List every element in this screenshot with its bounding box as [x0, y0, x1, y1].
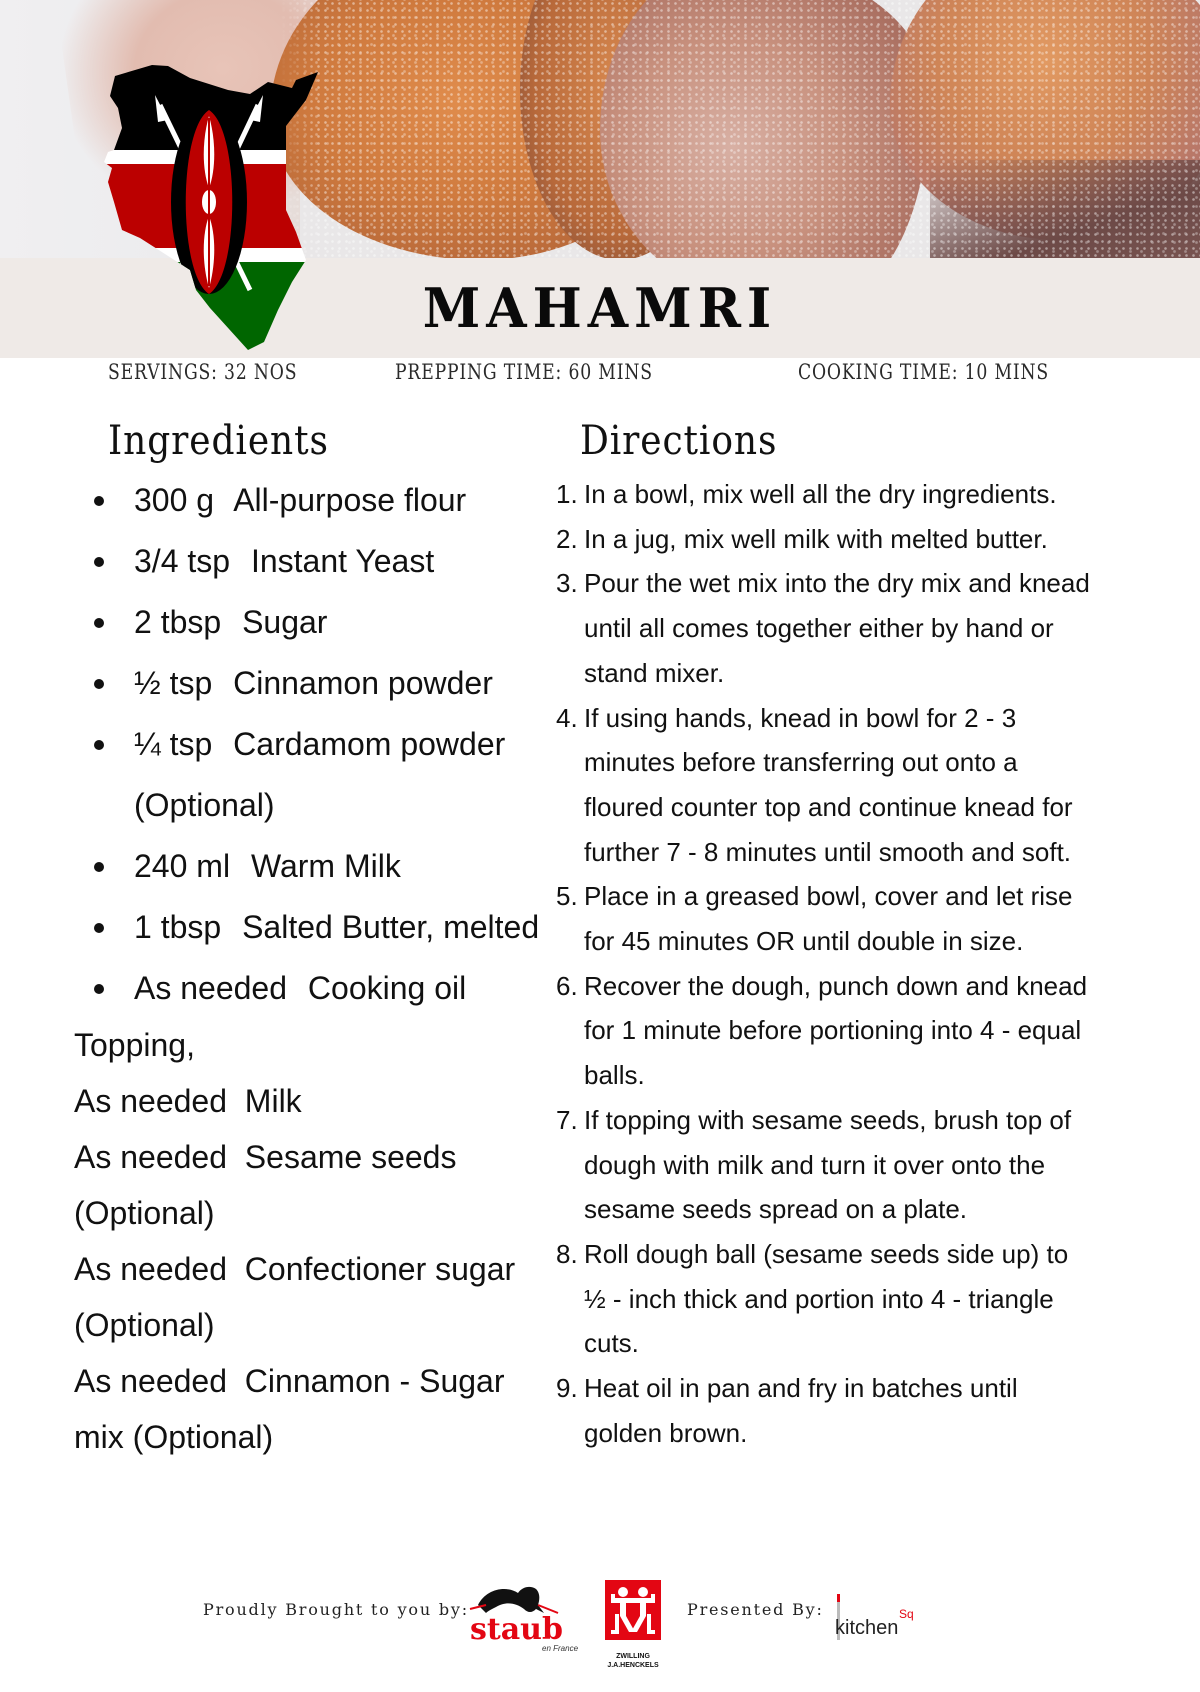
ingredients-list: [74, 470, 544, 1019]
bullet-icon: [94, 740, 104, 750]
ingredients-heading: Ingredients: [108, 418, 329, 464]
direction-step: 2. In a jug, mix well milk with melted butter.: [556, 523, 1048, 554]
bullet-icon: [94, 923, 104, 933]
directions-heading: Directions: [580, 418, 778, 464]
bullet-icon: [94, 618, 104, 628]
topping-item: As needed Cinnamon - Sugar mix (Optional): [74, 1363, 505, 1455]
direction-step: 9. Heat oil in pan and fry in batches until golden brown.: [556, 1373, 1018, 1448]
svg-text:Sq: Sq: [899, 1607, 914, 1621]
brought-by-label: Proudly Brought to you by:: [203, 1600, 469, 1619]
cook-time: COOKING TIME: 10 MINS: [798, 360, 1050, 384]
ingredients-section: [74, 470, 544, 1465]
kenya-flag-map-icon: [100, 60, 360, 360]
ingredient-item: 2 tbsp Sugar: [74, 592, 544, 653]
page-title: MAHAMRI: [422, 276, 778, 341]
bullet-icon: [94, 862, 104, 872]
kitchen-sq-logo-icon: [835, 1590, 925, 1646]
directions-list: [556, 472, 1096, 1455]
direction-step: 6. Recover the dough, punch down and knead for 1 minute before portioning into 4 - equal balls.: [556, 970, 1088, 1091]
bullet-icon: [94, 496, 104, 506]
direction-step: 7. If topping with sesame seeds, brush top of dough with milk and turn it over onto the sesame seeds spread on a plate.: [556, 1104, 1072, 1225]
prep-time: PREPPING TIME: 60 MINS: [395, 360, 653, 384]
direction-step: 1. In a bowl, mix well all the dry ingredients.: [556, 479, 1057, 509]
topping-item: As needed Milk: [74, 1083, 302, 1119]
topping-item: As needed Confectioner sugar (Optional): [74, 1251, 516, 1343]
direction-step: 4. If using hands, knead in bowl for 2 - 3 minutes before transferring out onto a floured counter top and continue knead for further 7 - 8 minutes until smooth and soft.: [556, 702, 1073, 867]
ingredient-item: 1 tbsp Salted Butter, melted: [74, 897, 544, 958]
direction-step: 3. Pour the wet mix into the dry mix and knead until all comes together either by hand or stand mixer.: [556, 568, 1090, 688]
directions-section: [556, 472, 1096, 1455]
ingredient-item: 300 g All-purpose flour: [74, 470, 544, 531]
zwilling-logo-icon: [601, 1580, 667, 1680]
topping-section: [74, 1017, 544, 1465]
ingredient-item: ½ tsp Cinnamon powder: [74, 653, 544, 714]
direction-step: 5. Place in a greased bowl, cover and let rise for 45 minutes OR until double in size.: [556, 881, 1073, 957]
bullet-icon: [94, 679, 104, 689]
ingredient-item: 3/4 tsp Instant Yeast: [74, 531, 544, 592]
svg-text:J.A.HENCKELS: J.A.HENCKELS: [607, 1662, 659, 1669]
svg-text:staub: staub: [470, 1612, 563, 1647]
presented-by-label: Presented By:: [687, 1600, 824, 1619]
ingredient-item: As needed Cooking oil: [74, 958, 544, 1019]
servings: SERVINGS: 32 NOS: [108, 360, 298, 384]
svg-text:ZWILLING: ZWILLING: [616, 1653, 650, 1660]
bullet-icon: [94, 984, 104, 994]
topping-item: As needed Sesame seeds (Optional): [74, 1139, 457, 1231]
svg-text:kitchen: kitchen: [835, 1617, 899, 1639]
ingredient-item: ¼ tsp Cardamom powder (Optional): [74, 714, 544, 836]
topping-label: Topping,: [74, 1027, 195, 1063]
ingredient-item: 240 ml Warm Milk: [74, 836, 544, 897]
bullet-icon: [94, 557, 104, 567]
direction-step: 8. Roll dough ball (sesame seeds side up) to ½ - inch thick and portion into 4 - triangle cuts.: [556, 1238, 1069, 1359]
recipe-meta: [0, 360, 1200, 390]
staub-logo-icon: [466, 1583, 586, 1653]
svg-text:en France: en France: [542, 1644, 579, 1653]
